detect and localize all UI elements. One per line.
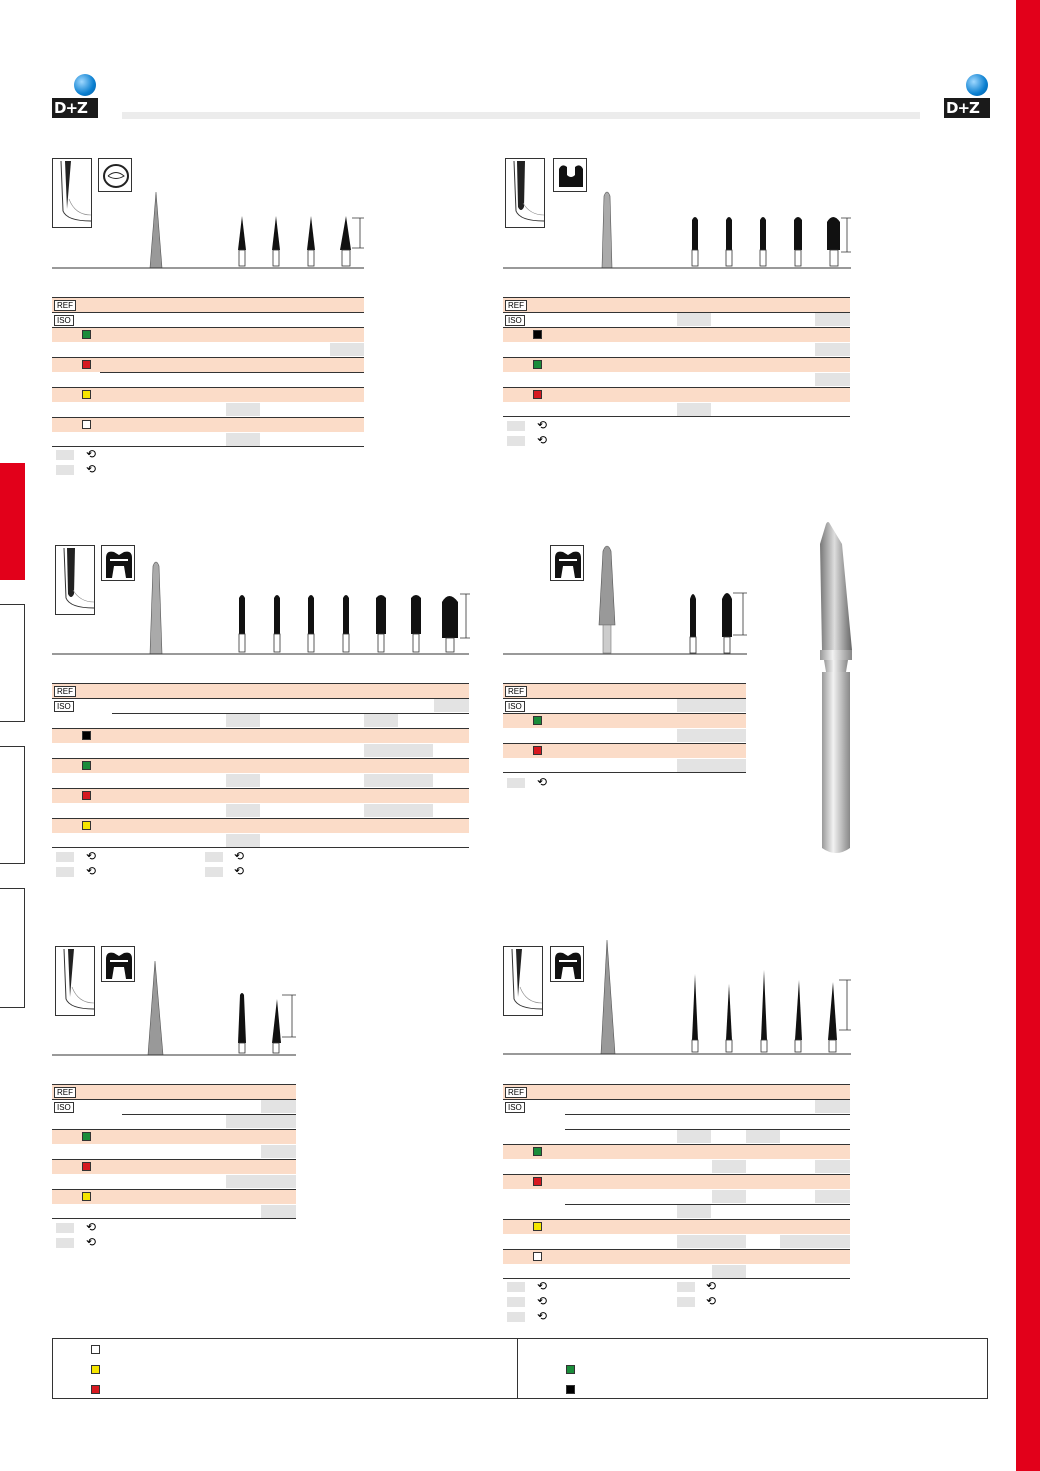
grit-row-red [503, 744, 746, 758]
bur-illustrations [52, 947, 302, 1057]
brand-logo-right [944, 74, 990, 118]
side-tab[interactable] [0, 746, 25, 864]
rotation-arrow-icon: ⟲ [86, 1235, 97, 1249]
grit-row-red [503, 1175, 850, 1189]
yellow-grit-icon [82, 1192, 91, 1201]
green-grit-icon [82, 761, 91, 770]
yellow-grit-icon [91, 1365, 100, 1374]
red-grit-icon [533, 1177, 542, 1186]
bur-illustrations [52, 160, 372, 270]
iso-row: ISO [503, 699, 746, 713]
logo-dot-icon [966, 74, 988, 96]
rotation-arrow-icon: ⟲ [86, 447, 97, 461]
white-grit-icon [82, 420, 91, 429]
bur-illustrations [503, 938, 853, 1058]
green-grit-icon [533, 360, 542, 369]
rotation-arrow-icon: ⟲ [86, 849, 97, 863]
rotation-arrow-icon: ⟲ [537, 775, 548, 789]
iso-row: ISO [503, 313, 850, 327]
rotation-arrow-icon: ⟲ [537, 433, 548, 447]
bur-illustrations [503, 541, 753, 656]
rotation-arrow-icon: ⟲ [537, 1294, 548, 1308]
ref-row: REF [503, 298, 850, 312]
grit-row-black [503, 328, 850, 342]
grit-row-yellow [52, 819, 469, 833]
iso-row: ISO [503, 1100, 850, 1114]
iso-row: ISO [52, 699, 469, 713]
iso-row: ISO [52, 313, 364, 327]
rotation-arrow-icon: ⟲ [86, 462, 97, 476]
ref-row: REF [52, 1085, 296, 1099]
side-tab-active[interactable] [0, 463, 25, 580]
rotation-arrow-icon: ⟲ [86, 1220, 97, 1234]
grit-row-yellow [52, 1190, 296, 1204]
yellow-grit-icon [533, 1222, 542, 1231]
grit-row-green [503, 714, 746, 728]
grit-legend [52, 1338, 988, 1399]
iso-row: ISO [52, 1100, 296, 1114]
grit-row-white [52, 418, 364, 432]
rotation-arrow-icon: ⟲ [234, 864, 245, 878]
grit-row-green [503, 1145, 850, 1159]
red-grit-icon [91, 1385, 100, 1394]
grit-row-yellow [52, 388, 364, 402]
yellow-grit-icon [82, 390, 91, 399]
ref-row: REF [52, 298, 364, 312]
side-tab[interactable] [0, 604, 25, 722]
ref-row: REF [52, 684, 469, 698]
grit-row-red [52, 789, 469, 803]
black-grit-icon [82, 731, 91, 740]
grit-row-yellow [503, 1220, 850, 1234]
rotation-arrow-icon: ⟲ [537, 418, 548, 432]
side-tab[interactable] [0, 888, 25, 1008]
rotation-arrow-icon: ⟲ [234, 849, 245, 863]
bur-illustrations [52, 546, 472, 656]
red-grit-icon [82, 1162, 91, 1171]
header-divider [122, 112, 920, 119]
black-grit-icon [566, 1385, 575, 1394]
rotation-arrow-icon: ⟲ [706, 1279, 717, 1293]
red-grit-icon [533, 390, 542, 399]
green-grit-icon [82, 330, 91, 339]
grit-row-red [52, 358, 364, 372]
rotation-arrow-icon: ⟲ [706, 1294, 717, 1308]
large-bur-illustration [812, 522, 862, 857]
grit-row-red [52, 1160, 296, 1174]
red-grit-icon [533, 746, 542, 755]
grit-row-white [503, 1250, 850, 1264]
rotation-arrow-icon: ⟲ [86, 864, 97, 878]
green-grit-icon [533, 716, 542, 725]
black-grit-icon [533, 330, 542, 339]
grit-row-green [52, 759, 469, 773]
logo-text: D+Z [54, 99, 87, 117]
logo-dot-icon [74, 74, 96, 96]
bur-illustrations [503, 160, 853, 270]
rotation-arrow-icon: ⟲ [537, 1309, 548, 1323]
ref-row: REF [503, 1085, 850, 1099]
yellow-grit-icon [82, 821, 91, 830]
grit-row-green [503, 358, 850, 372]
grit-row-green [52, 328, 364, 342]
green-grit-icon [82, 1132, 91, 1141]
grit-row-red [503, 388, 850, 402]
green-grit-icon [566, 1365, 575, 1374]
red-grit-icon [82, 791, 91, 800]
section-tab-bar [1016, 0, 1040, 1471]
brand-logo-left [52, 74, 98, 118]
red-grit-icon [82, 360, 91, 369]
grit-row-black [52, 729, 469, 743]
ref-row: REF [503, 684, 746, 698]
white-grit-icon [91, 1345, 100, 1354]
rotation-arrow-icon: ⟲ [537, 1279, 548, 1293]
grit-row-green [52, 1130, 296, 1144]
white-grit-icon [533, 1252, 542, 1261]
green-grit-icon [533, 1147, 542, 1156]
logo-text: D+Z [946, 99, 979, 117]
